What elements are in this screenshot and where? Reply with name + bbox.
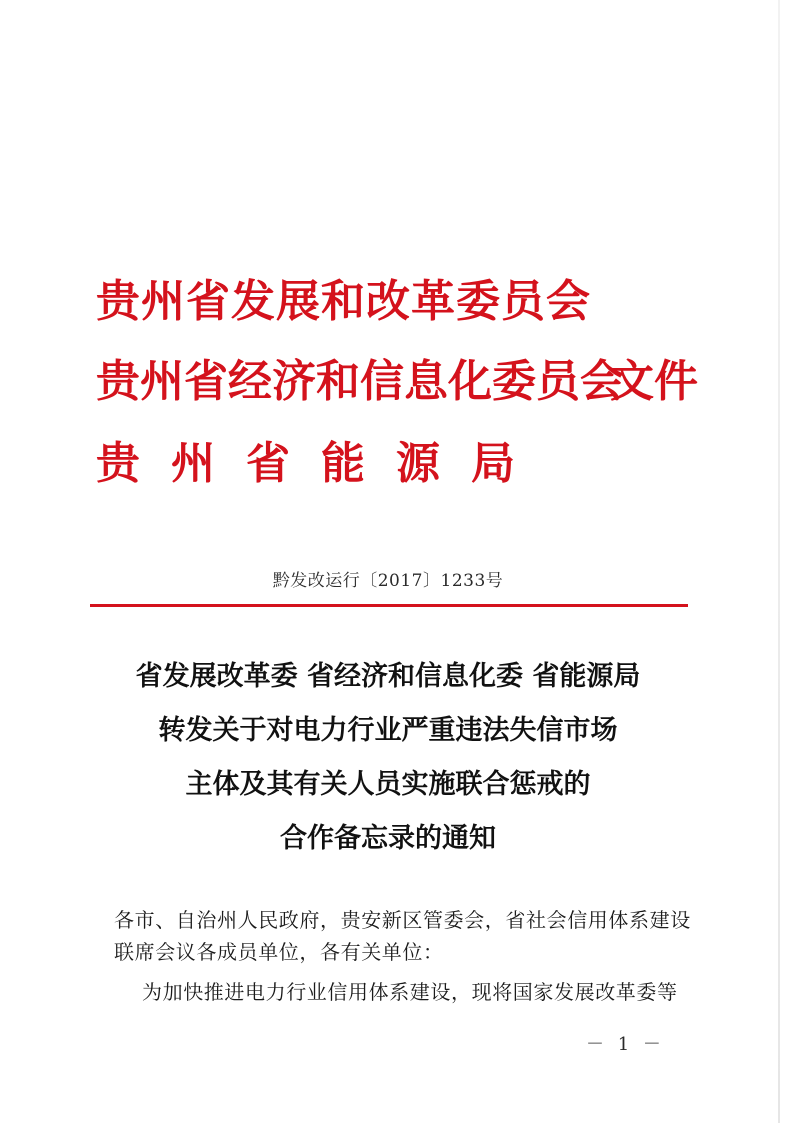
recipients-line-2: 联席会议各成员单位，各有关单位： (114, 940, 444, 964)
title-line-1: 省发展改革委 省经济和信息化委 省能源局 (135, 661, 641, 692)
title-line-2: 转发关于对电力行业严重违法失信市场 (158, 715, 618, 746)
recipients-line-1: 各市、自治州人民政府，贵安新区管委会，省社会信用体系建设 (114, 908, 691, 932)
page-number: － 1 － (586, 1034, 665, 1055)
issuer-line-drc: 贵州省发展和改革委员会 (96, 276, 591, 327)
page-edge (778, 0, 780, 1123)
document-number: 黔发改运行〔2017〕1233号 (272, 571, 504, 591)
notice-title (0, 650, 776, 866)
body-paragraph: 为加快推进电力行业信用体系建设，现将国家发展改革委等 (142, 980, 678, 1004)
title-line-3: 主体及其有关人员实施联合惩戒的 (185, 769, 591, 800)
issuer-line-eic: 贵州省经济和信息化委员会 (96, 356, 624, 407)
title-line-4: 合作备忘录的通知 (280, 823, 496, 854)
issuer-line-energy: 贵州省能源局 (96, 438, 546, 489)
recipients (114, 904, 704, 968)
issuer-document-label: 文件 (610, 356, 698, 407)
red-divider (90, 604, 688, 607)
